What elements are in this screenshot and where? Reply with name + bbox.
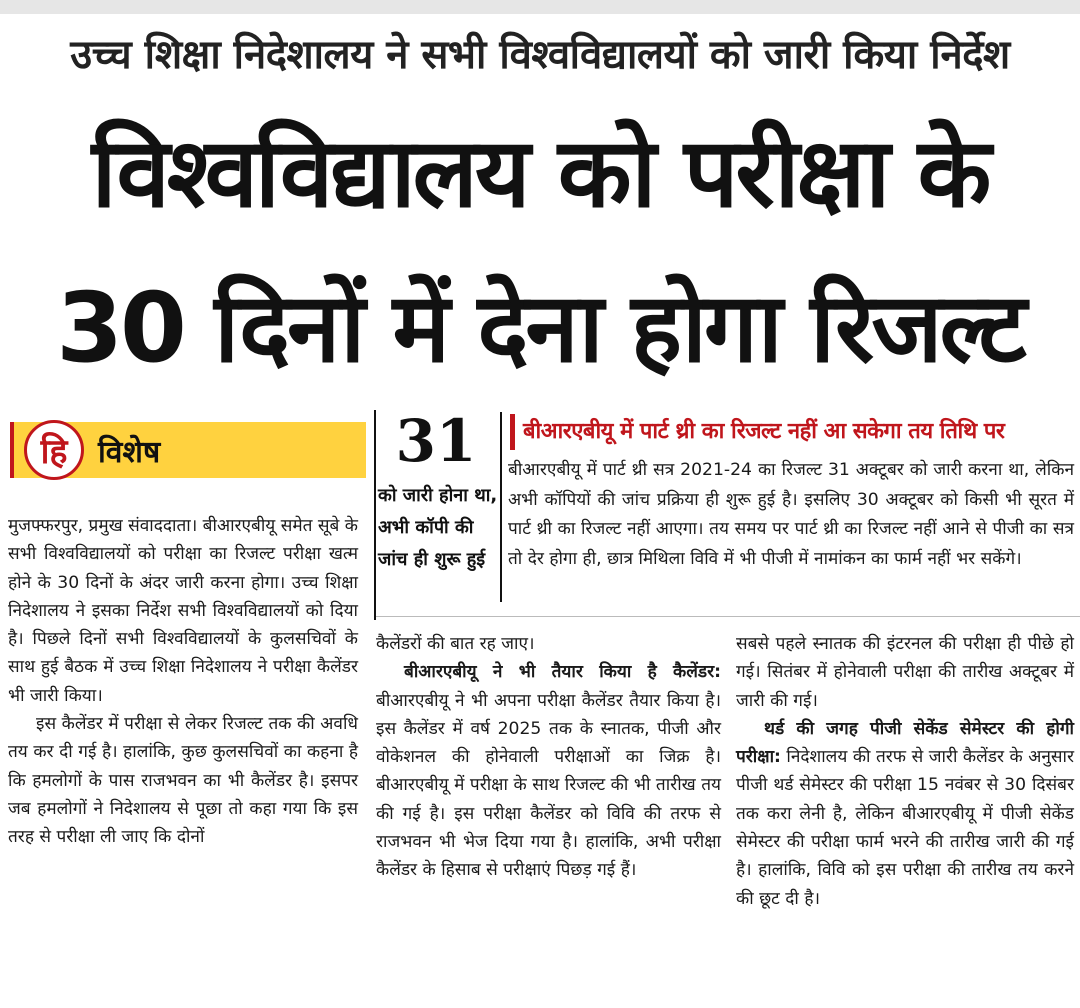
col3-subhead: थर्ड की जगह पीजी सेकेंड सेमेस्टर की होगी परीक्षा:	[736, 718, 1074, 768]
box-bottom-rule	[376, 616, 1080, 617]
col2-paragraph-1: कैलेंडरों की बात रह जाए।	[376, 634, 535, 654]
col2-paragraph-2-text: बीआरएबीयू ने भी अपना परीक्षा कैलेंडर तैयार किया है। इस कैलेंडर में वर्ष 2025 तक के स्नातक, पीजी और वोकेशनल की होनेवाली परीक्षाओं का जिक्र है। बीआरएबीयू में परीक्षा के साथ रिजल्ट की भी तारीख तय की गई है। इस परीक्षा कैलेंडर को विवि की तरफ से राजभवन भी भेज दिया गया है। हालांकि, अभी परीक्षा कैलेंडर के हिसाब से परीक्षाएं पिछड़ गई हैं।	[376, 690, 721, 881]
top-strip	[0, 0, 1080, 14]
column-divider	[374, 410, 376, 620]
article-column-3	[736, 630, 1074, 913]
col1-paragraph-1: मुजफ्फरपुर, प्रमुख संवाददाता। बीआरएबीयू समेत सूबे के सभी विश्वविद्यालयों को परीक्षा का रिजल्ट परीक्षा खत्म होने के 30 दिनों के अंदर जारी करना होगा। उच्च शिक्षा निदेशालय ने इसका निर्देश सभी विश्वविद्यालयों को दिया है। पिछले दिनों सभी विश्वविद्यालयों के कुलसचिवों के साथ हुई बैठक में उच्च शिक्षा निदेशालय ने परीक्षा कैलेंडर भी जारी किया।	[8, 516, 358, 706]
main-headline-line-1: विश्वविद्यालय को परीक्षा के	[91, 117, 989, 229]
article-column-1	[8, 512, 358, 852]
col3-paragraph-2	[736, 715, 1074, 913]
box-big-number: 31	[395, 407, 477, 475]
main-headline-line-2: 30 दिनों में देना होगा रिजल्ट	[56, 272, 1024, 384]
col2-subhead: बीआरएबीयू ने भी तैयार किया है कैलेंडर:	[404, 662, 721, 683]
col1-paragraph-2: इस कैलेंडर में परीक्षा से लेकर रिजल्ट तक की अवधि तय कर दी गई है। हालांकि, कुछ कुलसचिवों का कहना है कि हमलोगों के पास राजभवन का भी कैलेंडर है। इसपर जब हमलोगों ने निदेशालय से पूछा तो कहा गया कि इस तरह से परीक्षा ली जाए कि दोनों	[8, 714, 358, 848]
col3-paragraph-1: सबसे पहले स्नातक की इंटरनल की परीक्षा ही पीछे हो गई। सितंबर में होनेवाली परीक्षा की तारीख अक्टूबर में जारी की गई।	[736, 634, 1074, 711]
kicker-headline: उच्च शिक्षा निदेशालय ने सभी विश्वविद्यालयों को जारी किया निर्देश	[70, 32, 1010, 78]
article-column-2	[376, 630, 721, 885]
box-headline: बीआरएबीयू में पार्ट थ्री का रिजल्ट नहीं आ सकेगा तय तिथि पर	[510, 414, 1076, 450]
col2-paragraph-2	[376, 658, 721, 884]
col3-paragraph-2-text: निदेशालय की तरफ से जारी कैलेंडर के अनुसार पीजी थर्ड सेमेस्टर की परीक्षा 15 नवंबर से 30 दिसंबर तक करा लेनी है, लेकिन बीआरएबीयू में पीजी सेकेंड सेमेस्टर की परीक्षा फार्म भरने की तारीख जारी की गई है। हालांकि, विवि को इस परीक्षा की तारीख तय करने की छूट दी है।	[736, 747, 1074, 909]
box-divider	[500, 412, 502, 602]
box-number-caption: को जारी होना था, अभी कॉपी की जांच ही शुरू हुई	[378, 485, 498, 570]
special-label-text: विशेष	[98, 434, 161, 470]
hindustan-logo-icon: हि	[24, 420, 84, 480]
box-body-text: बीआरएबीयू में पार्ट थ्री सत्र 2021-24 का रिजल्ट 31 अक्टूबर को जारी करना था, लेकिन अभी कॉपियों की जांच प्रक्रिया ही शुरू हुई है। इसलिए 30 अक्टूबर को किसी भी सूरत में पार्ट थ्री का रिजल्ट नहीं आएगा। तय समय पर पार्ट थ्री का रिजल्ट नहीं आने से पीजी का सत्र तो देर होगा ही, छात्र मिथिला विवि में भी पीजी में नामांकन का फार्म नहीं भर सकेंगे।	[508, 460, 1074, 569]
special-label-banner	[10, 422, 366, 478]
